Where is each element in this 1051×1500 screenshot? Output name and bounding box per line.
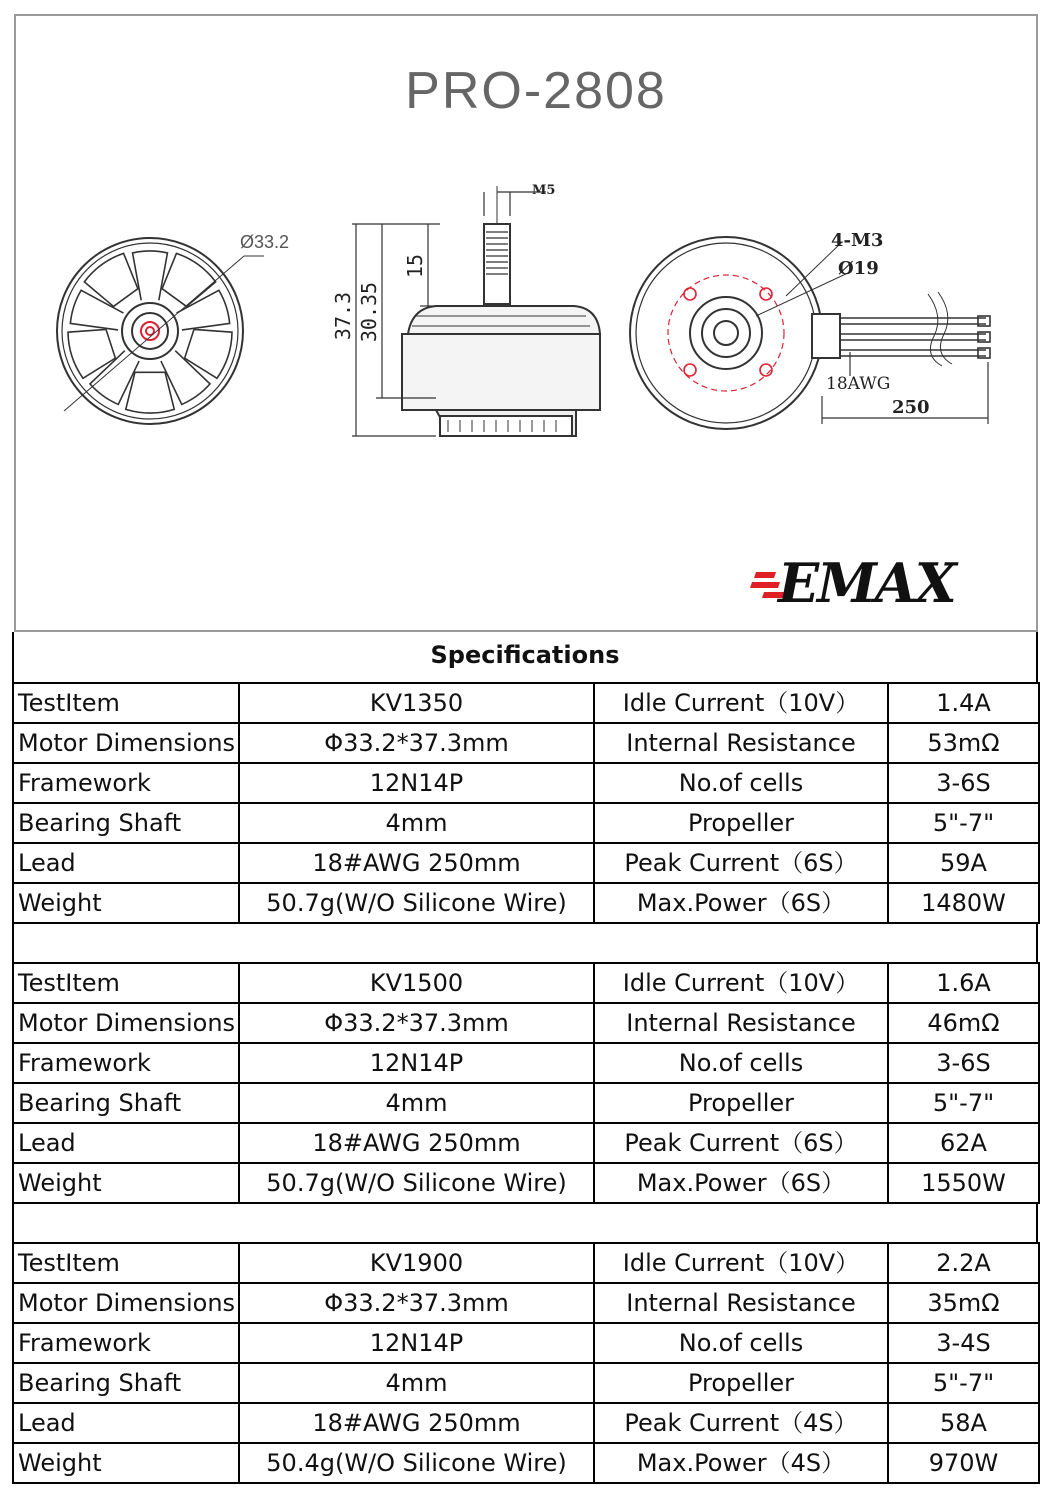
spec-value-cell: 35mΩ [888,1283,1039,1323]
spec-table-kv1350 [12,682,1040,924]
total-height-label: 37.3 [331,291,355,341]
spec-label-cell: Weight [13,883,239,923]
spec-label-cell: TestItem [13,1243,239,1283]
spec-value-cell: KV1500 [239,963,594,1003]
table-row [13,763,1039,803]
table-spacer [12,922,1038,962]
spec-label-cell: Propeller [594,1363,888,1403]
spec-value-cell: KV1900 [239,1243,594,1283]
table-row [13,803,1039,843]
spec-label-cell: No.of cells [594,1043,888,1083]
spec-value-cell: 53mΩ [888,723,1039,763]
spec-value-cell: Φ33.2*37.3mm [239,723,594,763]
spec-value-cell: 58A [888,1403,1039,1443]
table-row [13,1003,1039,1043]
spec-value-cell: 12N14P [239,1043,594,1083]
table-row [13,1043,1039,1083]
spec-label-cell: Framework [13,763,239,803]
spec-label-cell: No.of cells [594,1323,888,1363]
spec-label-cell: Idle Current（10V） [594,1243,888,1283]
spec-label-cell: Bearing Shaft [13,803,239,843]
table-row [13,1363,1039,1403]
table-spacer [12,1202,1038,1242]
spec-value-cell: 46mΩ [888,1003,1039,1043]
spec-label-cell: Framework [13,1043,239,1083]
technical-drawing-panel [14,14,1038,632]
spec-label-cell: Propeller [594,803,888,843]
body-height-label: 30.35 [357,281,381,343]
spec-value-cell: 5"-7" [888,803,1039,843]
table-row [13,723,1039,763]
spec-label-cell: Peak Current（6S） [594,1123,888,1163]
table-row [13,843,1039,883]
table-row [13,1403,1039,1443]
spec-value-cell: 3-6S [888,763,1039,803]
wire-gauge-label: 18AWG [826,374,891,394]
spec-value-cell: 1480W [888,883,1039,923]
spec-value-cell: 1.4A [888,683,1039,723]
spec-value-cell: 970W [888,1443,1039,1483]
spec-label-cell: Internal Resistance [594,1003,888,1043]
specifications-heading: Specifications [12,632,1038,682]
emax-logo [750,551,959,615]
model-title: PRO-2808 [405,62,667,120]
spec-label-cell: Weight [13,1443,239,1483]
spec-value-cell: 4mm [239,803,594,843]
spec-label-cell: Peak Current（6S） [594,843,888,883]
spec-value-cell: 18#AWG 250mm [239,843,594,883]
table-row [13,1243,1039,1283]
spec-label-cell: Framework [13,1323,239,1363]
brand-name: EMAX [778,551,955,615]
spec-label-cell: Idle Current（10V） [594,963,888,1003]
spec-value-cell: Φ33.2*37.3mm [239,1283,594,1323]
table-row [13,1443,1039,1483]
spec-value-cell: 50.7g(W/O Silicone Wire) [239,1163,594,1203]
table-row [13,1163,1039,1203]
spec-value-cell: 59A [888,843,1039,883]
spec-value-cell: 4mm [239,1083,594,1123]
spec-label-cell: Motor Dimensions [13,1003,239,1043]
spec-label-cell: TestItem [13,963,239,1003]
spec-value-cell: 3-6S [888,1043,1039,1083]
spec-value-cell: 3-4S [888,1323,1039,1363]
spec-label-cell: No.of cells [594,763,888,803]
spec-label-cell: Idle Current（10V） [594,683,888,723]
spec-value-cell: 1.6A [888,963,1039,1003]
table-row [13,883,1039,923]
table-row [13,683,1039,723]
shaft-length-label: 15 [403,253,427,279]
spec-label-cell: Lead [13,1403,239,1443]
table-row [13,1323,1039,1363]
table-row [13,1123,1039,1163]
table-row [13,1083,1039,1123]
spec-label-cell: Internal Resistance [594,1283,888,1323]
spec-table-kv1900 [12,1242,1040,1484]
bell-top-view [57,238,264,424]
spec-value-cell: 5"-7" [888,1083,1039,1123]
mount-holes-label: 4-M3 [831,230,884,251]
spec-value-cell: 4mm [239,1363,594,1403]
spec-value-cell: 1550W [888,1163,1039,1203]
spec-label-cell: Internal Resistance [594,723,888,763]
spec-label-cell: Peak Current（4S） [594,1403,888,1443]
spec-label-cell: TestItem [13,683,239,723]
wire-length-label: 250 [892,397,930,418]
spec-value-cell: 62A [888,1123,1039,1163]
spec-label-cell: Max.Power（6S） [594,883,888,923]
spec-label-cell: Bearing Shaft [13,1363,239,1403]
spec-label-cell: Weight [13,1163,239,1203]
motor-bottom-view [630,237,990,429]
spec-value-cell: KV1350 [239,683,594,723]
spec-value-cell: 50.7g(W/O Silicone Wire) [239,883,594,923]
spec-label-cell: Motor Dimensions [13,1283,239,1323]
motor-drawing [16,16,1036,630]
table-row [13,963,1039,1003]
spec-table-kv1500 [12,962,1040,1204]
spec-label-cell: Max.Power（6S） [594,1163,888,1203]
spec-value-cell: 18#AWG 250mm [239,1403,594,1443]
spec-value-cell: 50.4g(W/O Silicone Wire) [239,1443,594,1483]
spec-label-cell: Propeller [594,1083,888,1123]
spec-value-cell: 18#AWG 250mm [239,1123,594,1163]
spec-label-cell: Bearing Shaft [13,1083,239,1123]
spec-label-cell: Motor Dimensions [13,723,239,763]
table-row [13,1283,1039,1323]
spec-value-cell: 2.2A [888,1243,1039,1283]
spec-label-cell: Lead [13,843,239,883]
hole-circle-label: Ø19 [838,258,879,279]
diameter-label: Ø33.2 [240,232,290,252]
spec-label-cell: Lead [13,1123,239,1163]
spec-value-cell: 12N14P [239,763,594,803]
shaft-thread-label: M5 [532,183,556,198]
spec-label-cell: Max.Power（4S） [594,1443,888,1483]
spec-value-cell: 12N14P [239,1323,594,1363]
spec-value-cell: Φ33.2*37.3mm [239,1003,594,1043]
spec-value-cell: 5"-7" [888,1363,1039,1403]
